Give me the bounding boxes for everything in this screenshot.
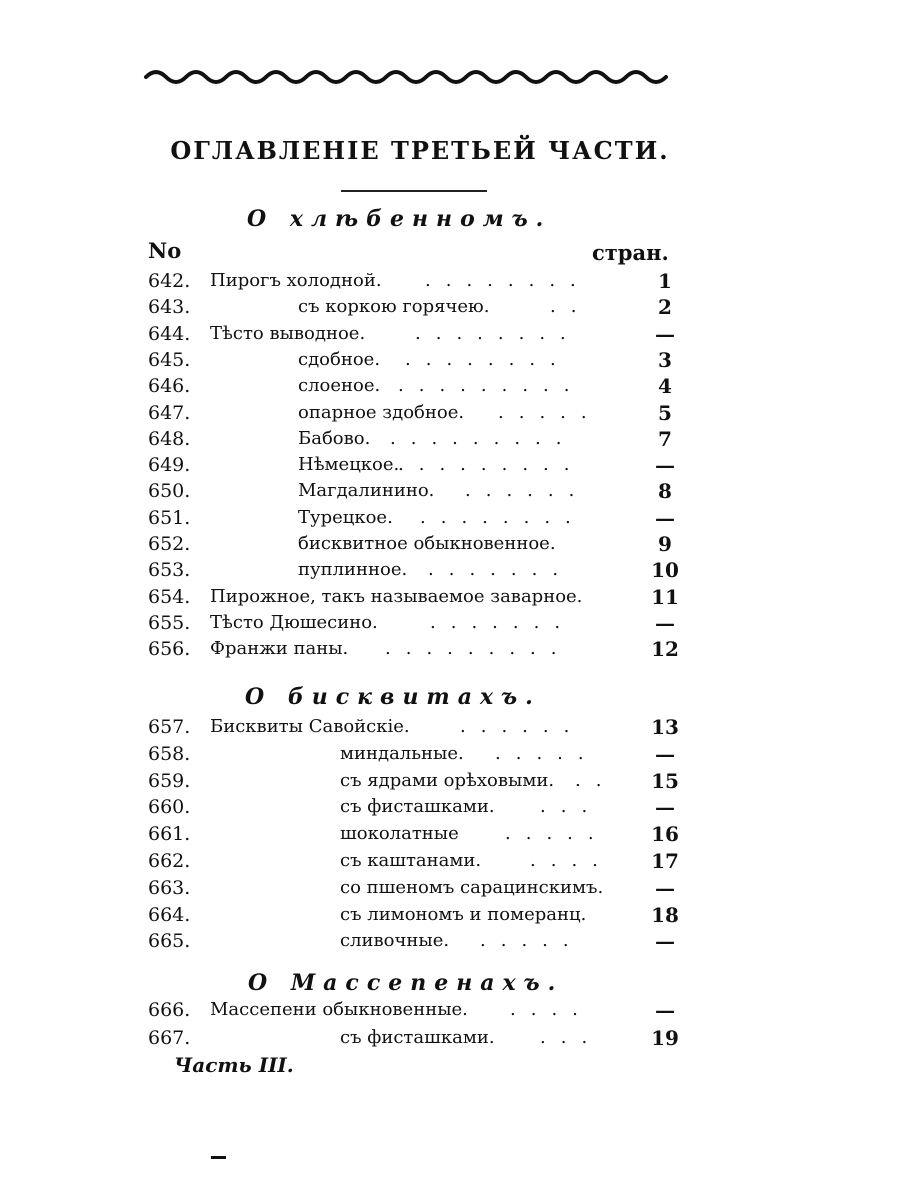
leader-dots: ........ <box>415 322 581 344</box>
column-header-page: стран. <box>592 240 669 265</box>
entry-title: Франжи паны. <box>210 638 349 660</box>
entry-number: 662. <box>148 850 191 872</box>
entry-title: сдобное. <box>298 348 381 370</box>
page-number: — <box>655 929 675 954</box>
toc-row <box>0 636 900 662</box>
leader-dots: .. <box>550 296 592 318</box>
leader-dots: ......... <box>398 454 585 476</box>
leader-dots: ...... <box>460 716 585 737</box>
page-number: 2 <box>658 295 672 320</box>
page-number: 18 <box>651 902 679 927</box>
page-number: 19 <box>651 1026 679 1050</box>
entry-number: 645. <box>148 348 191 371</box>
leader-dots: ........ <box>420 506 586 528</box>
toc-row <box>0 741 900 767</box>
entry-number: 642. <box>148 270 191 292</box>
leader-dots: ..... <box>498 401 602 423</box>
page-number: 16 <box>651 822 679 847</box>
entry-number: 657. <box>148 716 191 738</box>
page-number: — <box>655 321 675 346</box>
toc-row <box>0 768 900 794</box>
entry-title: со пшеномъ сарацинскимъ. <box>340 876 604 898</box>
toc-row <box>0 997 900 1023</box>
leader-dots: .... <box>510 999 593 1020</box>
entry-title: Турецкое. <box>298 506 393 528</box>
decorative-wave-border <box>142 62 677 92</box>
entry-number: 647. <box>148 401 191 424</box>
toc-row <box>0 794 900 820</box>
entry-title: съ фисташками. <box>340 796 495 818</box>
leader-dots: ..... <box>495 742 599 764</box>
entry-number: 655. <box>148 611 191 634</box>
section-heading-biscuits: О бисквитахъ. <box>245 684 541 710</box>
entry-number: 667. <box>148 1027 191 1049</box>
page-number: 15 <box>651 768 679 793</box>
entry-number: 643. <box>148 296 191 319</box>
entry-title: пуплинное. <box>298 559 408 581</box>
toc-row <box>0 400 900 426</box>
toc-row <box>0 531 900 557</box>
leader-dots: ..... <box>505 823 609 845</box>
leader-dots: ........ <box>425 270 591 291</box>
entry-number: 648. <box>148 427 191 450</box>
page-number: 9 <box>658 532 672 556</box>
entry-title: Магдалинино. <box>298 480 435 502</box>
entry-number: 666. <box>148 999 191 1021</box>
page-number: 10 <box>651 558 679 583</box>
entry-number: 653. <box>148 559 191 582</box>
leader-dots: ...... <box>465 480 590 502</box>
leader-dots: ... <box>540 796 603 818</box>
toc-row <box>0 1025 900 1051</box>
page-number: 1 <box>658 269 672 293</box>
page-number: — <box>655 998 675 1022</box>
entry-number: 651. <box>148 506 191 529</box>
page-number: — <box>655 505 675 530</box>
entry-title: шоколатные <box>340 823 459 845</box>
entry-title: съ лимономъ и померанц. <box>340 903 587 925</box>
entry-title: съ каштанами. <box>340 850 482 871</box>
entry-number: 656. <box>148 638 191 661</box>
entry-title: Бабово. <box>298 427 371 449</box>
entry-number: 654. <box>148 585 191 608</box>
page-number: 13 <box>651 715 679 739</box>
toc-row <box>0 426 900 452</box>
footer-dash <box>211 1156 226 1159</box>
entry-number: 660. <box>148 796 191 819</box>
page-number: 17 <box>651 849 679 873</box>
entry-title: миндальные. <box>340 742 464 764</box>
leader-dots: ... <box>540 1027 603 1048</box>
entry-number: 652. <box>148 533 191 555</box>
toc-row <box>0 268 900 294</box>
page-number: — <box>655 875 675 900</box>
entry-number: 644. <box>148 322 191 345</box>
toc-row <box>0 928 900 954</box>
entry-title: Нѣмецкое. <box>298 454 400 476</box>
entry-title: слоеное. <box>298 375 381 397</box>
page-number: 3 <box>658 347 672 372</box>
leader-dots: ........ <box>405 348 571 370</box>
leader-dots: ......... <box>390 427 577 449</box>
toc-row <box>0 321 900 347</box>
leader-dots: ......... <box>398 375 585 397</box>
section-heading-bread: О хлѣбенномъ. <box>247 206 552 232</box>
leader-dots: .. <box>575 769 617 791</box>
page-title: ОГЛАВЛЕНІЕ ТРЕТЬЕЙ ЧАСТИ. <box>170 136 670 165</box>
page-number: 12 <box>651 637 679 662</box>
entry-title: Пирогъ холодной. <box>210 270 382 291</box>
entry-title: сливочные. <box>340 930 450 952</box>
toc-row <box>0 478 900 504</box>
page-number: — <box>655 741 675 766</box>
entry-title: Тѣсто Дюшесино. <box>210 611 378 633</box>
leader-dots: ....... <box>428 559 574 581</box>
column-header-number: No <box>148 238 182 263</box>
entry-number: 646. <box>148 375 191 398</box>
entry-title: бисквитное обыкновенное. <box>298 533 556 554</box>
page-number: 5 <box>658 400 672 425</box>
entry-number: 663. <box>148 876 191 899</box>
entry-number: 649. <box>148 454 191 477</box>
entry-number: 658. <box>148 742 191 765</box>
page-number: 7 <box>658 426 672 451</box>
leader-dots: .... <box>530 850 613 871</box>
toc-row <box>0 557 900 583</box>
entry-title: Пирожное, такъ называемое заварное. <box>210 585 583 607</box>
toc-row <box>0 584 900 610</box>
leader-dots: ......... <box>385 638 572 660</box>
toc-row <box>0 373 900 399</box>
entry-title: съ фисташками. <box>340 1027 495 1048</box>
entry-number: 659. <box>148 769 191 792</box>
footer-part-label: Часть III. <box>174 1053 294 1077</box>
entry-title: Массепени обыкновенные. <box>210 999 468 1020</box>
entry-number: 664. <box>148 903 191 926</box>
section-heading-massepains: О Массепенахъ. <box>248 970 564 996</box>
toc-row <box>0 610 900 636</box>
entry-title: Тѣсто выводное. <box>210 322 366 344</box>
entry-number: 661. <box>148 823 191 846</box>
toc-row <box>0 821 900 847</box>
toc-row <box>0 875 900 901</box>
page-number: 11 <box>651 584 679 609</box>
entry-number: 650. <box>148 480 191 503</box>
entry-number: 665. <box>148 930 191 953</box>
entry-title: съ коркою горячею. <box>298 296 490 318</box>
toc-row <box>0 452 900 478</box>
page-number: 8 <box>658 479 672 504</box>
toc-row <box>0 902 900 928</box>
toc-row <box>0 294 900 320</box>
leader-dots: ..... <box>480 930 584 952</box>
toc-row <box>0 848 900 874</box>
entry-title: съ ядрами орѣховыми. <box>340 769 555 791</box>
title-rule <box>341 190 487 192</box>
page-number: — <box>655 453 675 478</box>
page-number: — <box>655 610 675 635</box>
page-number: — <box>655 795 675 820</box>
toc-row <box>0 714 900 740</box>
page-number: 4 <box>658 374 672 399</box>
entry-title: опарное здобное. <box>298 401 465 423</box>
entry-title: Бисквиты Савойскіе. <box>210 716 410 737</box>
leader-dots: ....... <box>430 611 576 633</box>
toc-row <box>0 505 900 531</box>
toc-row <box>0 347 900 373</box>
